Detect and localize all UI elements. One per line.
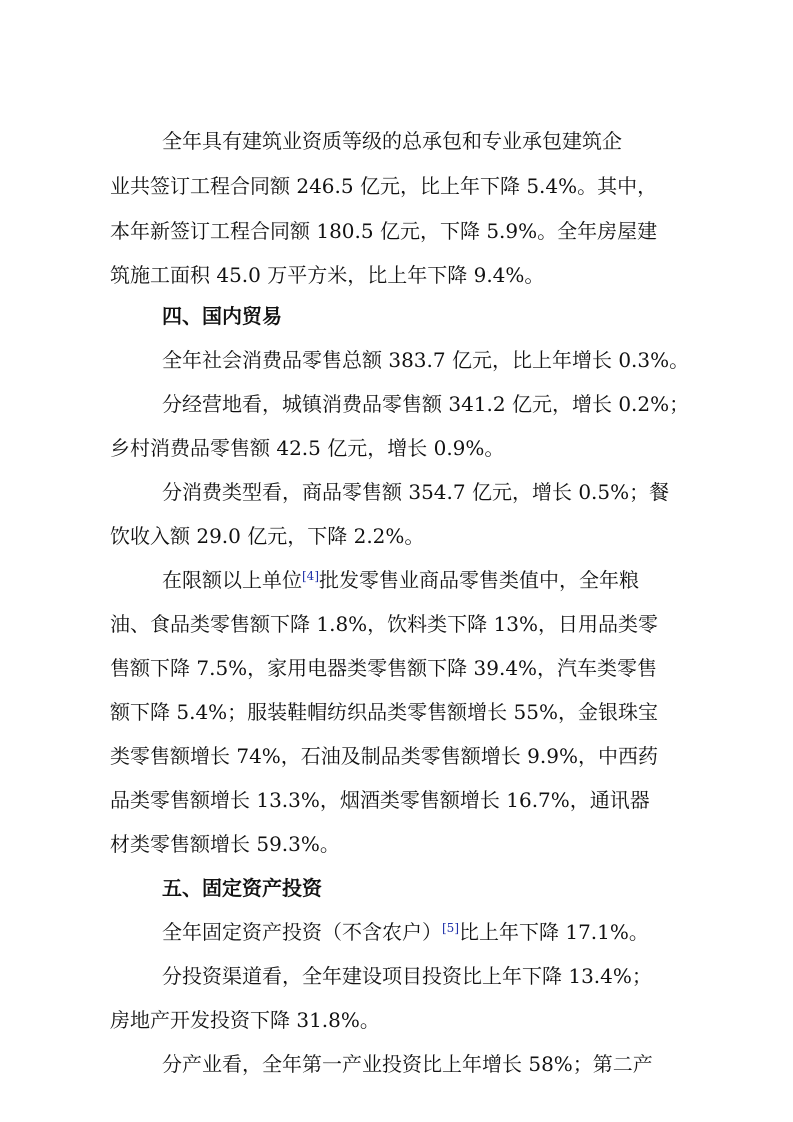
paragraph-line: 分经营地看，城镇消费品零售额 341.2 亿元，增长 0.2%； bbox=[162, 392, 690, 416]
paragraph-line bbox=[162, 562, 742, 598]
paragraph-line: 品类零售额增长 13.3%，烟酒类零售额增长 16.7%，通讯器 bbox=[110, 788, 650, 812]
paragraph-line: 饮收入额 29.0 亿元，下降 2.2%。 bbox=[110, 524, 425, 548]
paragraph-line: 材类零售额增长 59.3%。 bbox=[110, 832, 340, 856]
paragraph-line: 分投资渠道看，全年建设项目投资比上年下降 13.4%； bbox=[162, 964, 652, 988]
footnote-ref-5[interactable]: [5] bbox=[442, 921, 459, 935]
paragraph-line: 分消费类型看，商品零售额 354.7 亿元，增长 0.5%；餐 bbox=[162, 480, 670, 504]
line-text: 批发零售业商品零售类值中，全年粮 bbox=[319, 568, 639, 592]
line-text: 全年固定资产投资（不含农户） bbox=[162, 920, 442, 944]
paragraph-line: 额下降 5.4%；服装鞋帽纺织品类零售额增长 55%，金银珠宝 bbox=[110, 700, 658, 724]
paragraph-line: 售额下降 7.5%，家用电器类零售额下降 39.4%，汽车类零售 bbox=[110, 656, 658, 680]
paragraph-line: 全年社会消费品零售总额 383.7 亿元，比上年增长 0.3%。 bbox=[162, 348, 690, 372]
line-text: 比上年下降 17.1%。 bbox=[459, 920, 649, 944]
section-heading: 五、固定资产投资 bbox=[162, 876, 322, 900]
paragraph-line: 业共签订工程合同额 246.5 亿元，比上年下降 5.4%。其中， bbox=[110, 174, 658, 198]
paragraph-line: 筑施工面积 45.0 万平方米，比上年下降 9.4%。 bbox=[110, 263, 545, 287]
paragraph-line: 本年新签订工程合同额 180.5 亿元，下降 5.9%。全年房屋建 bbox=[110, 219, 658, 243]
paragraph-line: 类零售额增长 74%，石油及制品类零售额增长 9.9%，中西药 bbox=[110, 744, 658, 768]
footnote-ref-4[interactable]: [4] bbox=[302, 569, 319, 583]
paragraph-line bbox=[162, 914, 742, 950]
paragraph-line: 油、食品类零售额下降 1.8%，饮料类下降 13%，日用品类零 bbox=[110, 612, 658, 636]
paragraph-line: 乡村消费品零售额 42.5 亿元，增长 0.9%。 bbox=[110, 436, 505, 460]
line-text: 在限额以上单位 bbox=[162, 568, 302, 592]
section-heading: 四、国内贸易 bbox=[162, 304, 282, 328]
paragraph-line: 房地产开发投资下降 31.8%。 bbox=[110, 1008, 380, 1032]
paragraph-line: 全年具有建筑业资质等级的总承包和专业承包建筑企 bbox=[162, 129, 622, 153]
paragraph-line: 分产业看，全年第一产业投资比上年增长 58%；第二产 bbox=[162, 1052, 653, 1076]
